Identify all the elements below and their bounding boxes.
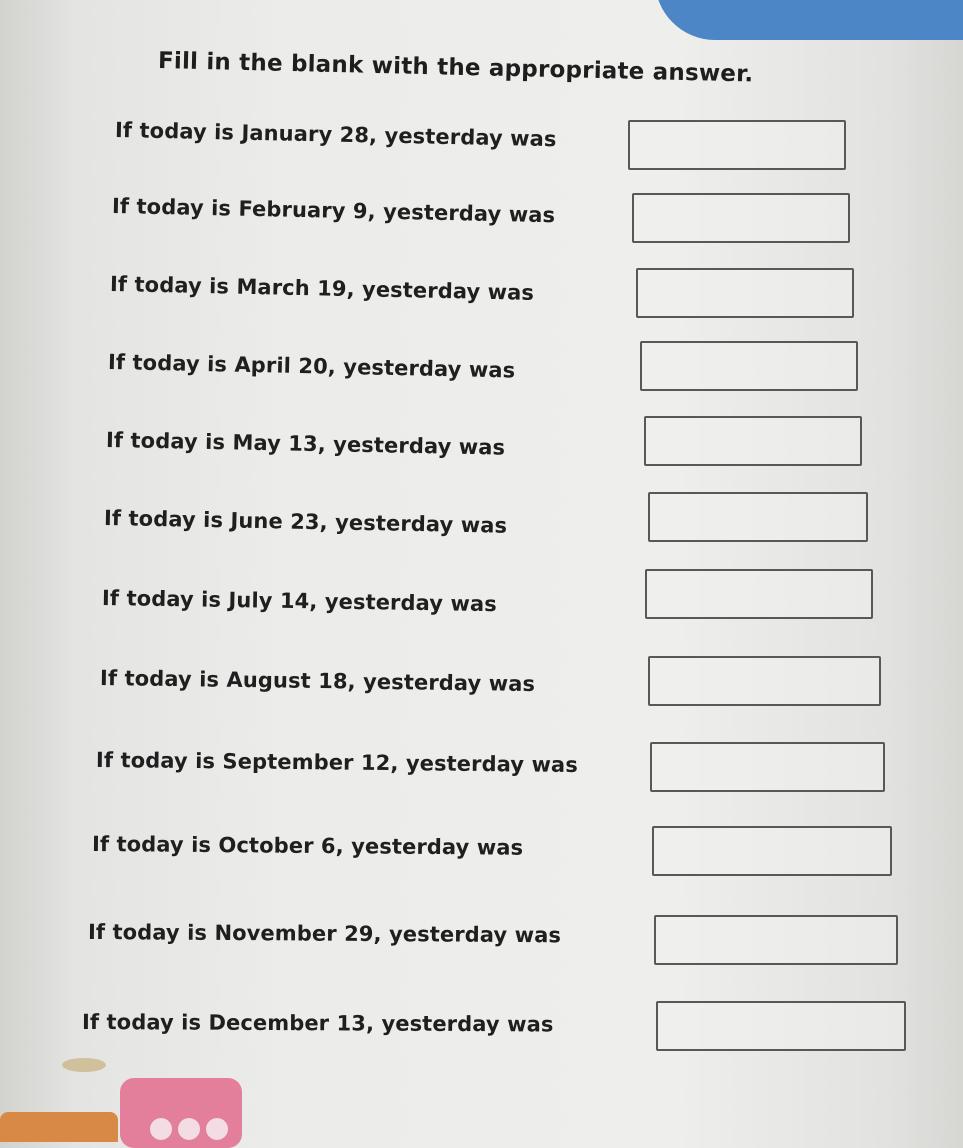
answer-box[interactable] [652, 826, 892, 876]
answer-box[interactable] [656, 1001, 906, 1051]
question-text: If today is September 12, yesterday was [95, 748, 579, 778]
answer-box[interactable] [632, 193, 850, 243]
answer-box[interactable] [648, 656, 881, 706]
question-text: If today is January 28, yesterday was [114, 118, 557, 152]
pink-object-dot [206, 1118, 228, 1140]
question-text: If today is March 19, yesterday was [109, 272, 535, 305]
orange-object [0, 1112, 118, 1142]
question-text: If today is October 6, yesterday was [91, 832, 524, 860]
worksheet-title: Fill in the blank with the appropriate answer. [157, 48, 754, 88]
answer-box[interactable] [640, 341, 858, 391]
answer-box[interactable] [645, 569, 873, 619]
answer-box[interactable] [636, 268, 854, 318]
answer-box[interactable] [628, 120, 846, 170]
question-text: If today is February 9, yesterday was [111, 194, 556, 228]
question-text: If today is November 29, yesterday was [87, 920, 562, 948]
answer-box[interactable] [654, 915, 898, 965]
question-text: If today is December 13, yesterday was [81, 1010, 554, 1037]
question-text: If today is August 18, yesterday was [99, 666, 536, 697]
pink-object-dot [150, 1118, 172, 1140]
answer-box[interactable] [644, 416, 862, 466]
answer-box[interactable] [650, 742, 885, 792]
smudge-decoration [62, 1058, 106, 1072]
pink-object-dot [178, 1118, 200, 1140]
question-text: If today is June 23, yesterday was [103, 506, 508, 538]
blue-decoration [655, 0, 963, 40]
question-text: If today is May 13, yesterday was [105, 428, 506, 460]
question-text: If today is July 14, yesterday was [101, 586, 498, 617]
question-text: If today is April 20, yesterday was [107, 350, 516, 383]
answer-box[interactable] [648, 492, 868, 542]
